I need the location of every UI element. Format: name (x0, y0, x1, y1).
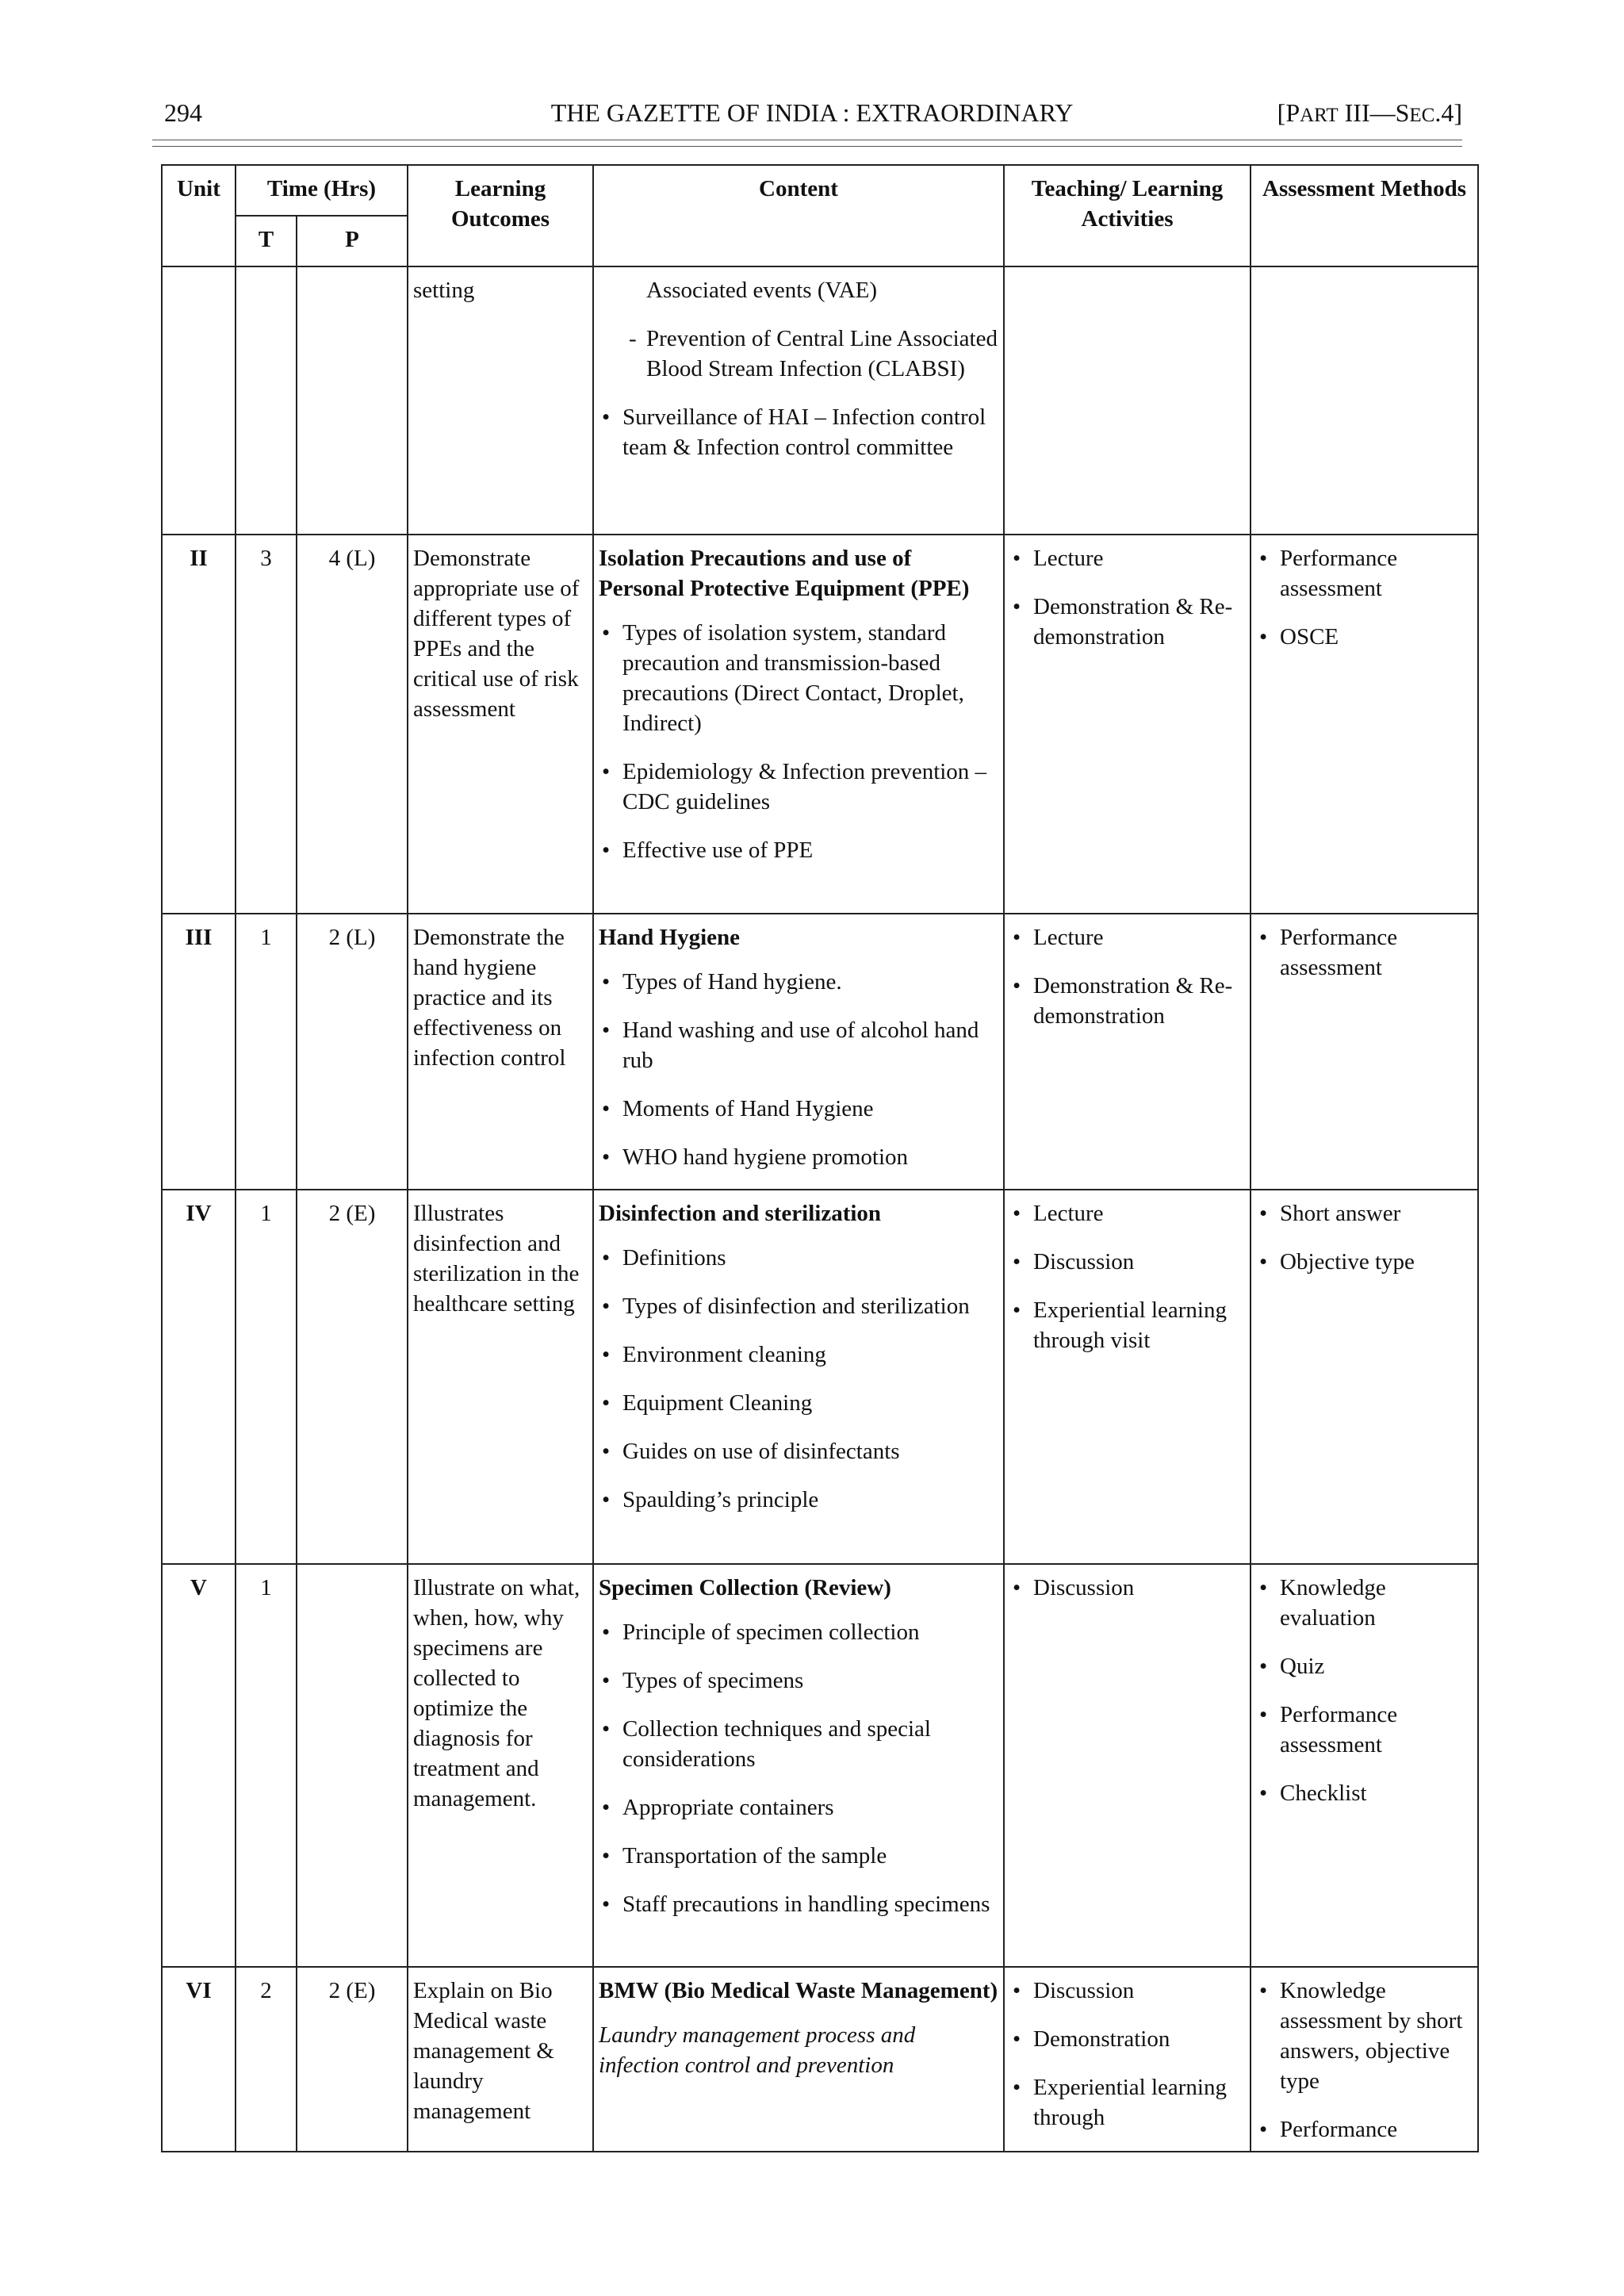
cell-teaching (1004, 535, 1251, 914)
content-heading: Specimen Collection (Review) (599, 1575, 891, 1600)
cell-unit: III (162, 914, 236, 1190)
header-assessment: Assessment Methods (1251, 165, 1478, 266)
list-item: • Spaulding’s principle (599, 1485, 998, 1515)
gazette-title: THE GAZETTE OF INDIA : EXTRAORDINARY (550, 98, 1074, 127)
table-row (162, 1967, 1478, 2152)
list-item: • Lecture (1009, 543, 1245, 573)
list-item: • Discussion (1009, 1247, 1245, 1277)
part-mid: III—S (1338, 98, 1410, 127)
cell-p: 2 (E) (297, 1190, 408, 1564)
list-item: • Transportation of the sample (599, 1841, 998, 1871)
cell-p: 2 (L) (297, 914, 408, 1190)
page-header (162, 98, 1462, 133)
list-item: • OSCE (1256, 622, 1473, 652)
list-item: - Prevention of Central Line Associated Blood Stream Infection (CLABSI) (622, 324, 998, 384)
cell-content (593, 535, 1004, 914)
cell-outcome: Illustrates disinfection and sterilization in the healthcare setting (408, 1190, 593, 1564)
header-t: T (236, 216, 297, 266)
content-heading: Hand Hygiene (599, 925, 741, 950)
content-list (599, 967, 998, 1172)
list-item: • Types of specimens (599, 1665, 998, 1696)
list-item: • Guides on use of disinfectants (599, 1436, 998, 1466)
assessment-list (1256, 1198, 1473, 1277)
content-list (599, 1243, 998, 1515)
table-row (162, 1190, 1478, 1564)
cell-unit: VI (162, 1967, 236, 2152)
teaching-list (1009, 1976, 1245, 2133)
list-item: • Appropriate containers (599, 1792, 998, 1823)
list-item: • Performance assessment (1256, 543, 1473, 604)
cell-outcome: Illustrate on what, when, how, why specimens are collected to optimize the diagnosis for treatment and management. (408, 1564, 593, 1967)
list-item: • Performance (1256, 2114, 1473, 2145)
list-item: • Principle of specimen collection (599, 1617, 998, 1647)
cell-outcome: Demonstrate the hand hygiene practice and its effectiveness on infection control (408, 914, 593, 1190)
list-item: • Definitions (599, 1243, 998, 1273)
list-item: • Environment cleaning (599, 1340, 998, 1370)
list-item: • Equipment Cleaning (599, 1388, 998, 1418)
header-learning-outcomes: Learning Outcomes (408, 165, 593, 266)
cell-content (593, 1564, 1004, 1967)
dash-list (599, 324, 998, 384)
teaching-list (1009, 1573, 1245, 1603)
table-row (162, 1564, 1478, 1967)
list-item: • Short answer (1256, 1198, 1473, 1228)
assessment-list (1256, 1573, 1473, 1808)
header-p: P (297, 216, 408, 266)
cell-assessment (1251, 1967, 1478, 2152)
part-section (1277, 98, 1462, 128)
cell-content (593, 1190, 1004, 1564)
list-item: • Demonstration & Re-demonstration (1009, 592, 1245, 652)
header-rule-bottom (152, 146, 1462, 147)
cell-p (297, 266, 408, 535)
cell-assessment (1251, 535, 1478, 914)
list-item: • Performance assessment (1256, 1700, 1473, 1760)
list-item: • WHO hand hygiene promotion (599, 1142, 998, 1172)
list-item: • Types of disinfection and sterilization (599, 1291, 998, 1321)
cell-t: 1 (236, 1190, 297, 1564)
cell-teaching (1004, 1564, 1251, 1967)
list-item: • Moments of Hand Hygiene (599, 1094, 998, 1124)
cell-p (297, 1564, 408, 1967)
assessment-list (1256, 1976, 1473, 2145)
teaching-list (1009, 543, 1245, 652)
cell-content (593, 266, 1004, 535)
cell-outcome: Demonstrate appropriate use of different types of PPEs and the critical use of risk assessment (408, 535, 593, 914)
cell-assessment (1251, 1564, 1478, 1967)
content-italic: Laundry management process and infection control and prevention (599, 2022, 916, 2078)
list-item: • Experiential learning through visit (1009, 1295, 1245, 1355)
cell-unit (162, 266, 236, 535)
assessment-list (1256, 922, 1473, 983)
list-item: • Collection techniques and special considerations (599, 1714, 998, 1774)
list-item: • Knowledge assessment by short answers, objective type (1256, 1976, 1473, 2096)
list-item: • Quiz (1256, 1651, 1473, 1681)
list-item: • Performance assessment (1256, 922, 1473, 983)
list-item: • Hand washing and use of alcohol hand rub (599, 1015, 998, 1075)
header-teaching: Teaching/ Learning Activities (1004, 165, 1251, 266)
cell-unit: V (162, 1564, 236, 1967)
syllabus-table (161, 164, 1479, 2152)
teaching-list (1009, 922, 1245, 1031)
cell-content (593, 1967, 1004, 2152)
content-heading: Disinfection and sterilization (599, 1201, 882, 1226)
cell-unit: IV (162, 1190, 236, 1564)
cell-content (593, 914, 1004, 1190)
content-line: Associated events (VAE) (646, 278, 878, 303)
part-small-1: ART (1300, 105, 1339, 126)
list-item: • Checklist (1256, 1778, 1473, 1808)
cell-t: 1 (236, 914, 297, 1190)
teaching-list (1009, 1198, 1245, 1355)
assessment-list (1256, 543, 1473, 652)
cell-teaching (1004, 266, 1251, 535)
cell-assessment (1251, 266, 1478, 535)
content-list (599, 618, 998, 865)
part-open: [P (1277, 98, 1300, 127)
cell-assessment (1251, 1190, 1478, 1564)
list-item: • Demonstration & Re-demonstration (1009, 971, 1245, 1031)
content-heading: Isolation Precautions and use of Personal Protective Equipment (PPE) (599, 546, 970, 601)
content-list (599, 1617, 998, 1919)
list-item: • Epidemiology & Infection prevention – CDC guidelines (599, 757, 998, 817)
list-item: • Experiential learning through (1009, 2072, 1245, 2133)
part-small-2: EC (1409, 105, 1435, 126)
cell-t: 2 (236, 1967, 297, 2152)
cell-teaching (1004, 914, 1251, 1190)
cell-p: 2 (E) (297, 1967, 408, 2152)
bullet-list (599, 402, 998, 462)
cell-t: 3 (236, 535, 297, 914)
cell-t: 1 (236, 1564, 297, 1967)
list-item: • Surveillance of HAI – Infection control team & Infection control committee (599, 402, 998, 462)
part-close: .4] (1434, 98, 1462, 127)
list-item: • Types of Hand hygiene. (599, 967, 998, 997)
content-heading: BMW (Bio Medical Waste Management) (599, 1978, 998, 2003)
table-row (162, 535, 1478, 914)
cell-outcome: setting (408, 266, 593, 535)
cell-t (236, 266, 297, 535)
list-item: • Lecture (1009, 922, 1245, 953)
header-unit: Unit (162, 165, 236, 266)
list-item: • Discussion (1009, 1573, 1245, 1603)
cell-p: 4 (L) (297, 535, 408, 914)
cell-assessment (1251, 914, 1478, 1190)
list-item: • Effective use of PPE (599, 835, 998, 865)
page-number: 294 (164, 98, 202, 127)
cell-teaching (1004, 1190, 1251, 1564)
header-time: Time (Hrs) (236, 165, 408, 216)
list-item: • Demonstration (1009, 2024, 1245, 2054)
list-item: • Knowledge evaluation (1256, 1573, 1473, 1633)
table-row (162, 266, 1478, 535)
cell-unit: II (162, 535, 236, 914)
cell-outcome: Explain on Bio Medical waste management & laundry management (408, 1967, 593, 2152)
header-content: Content (593, 165, 1004, 266)
list-item: • Staff precautions in handling specimens (599, 1889, 998, 1919)
list-item: • Objective type (1256, 1247, 1473, 1277)
list-item: • Types of isolation system, standard precaution and transmission-based precautions (Direct Contact, Droplet, Indirect) (599, 618, 998, 738)
list-item: • Discussion (1009, 1976, 1245, 2006)
cell-teaching (1004, 1967, 1251, 2152)
table-row (162, 914, 1478, 1190)
list-item: • Lecture (1009, 1198, 1245, 1228)
